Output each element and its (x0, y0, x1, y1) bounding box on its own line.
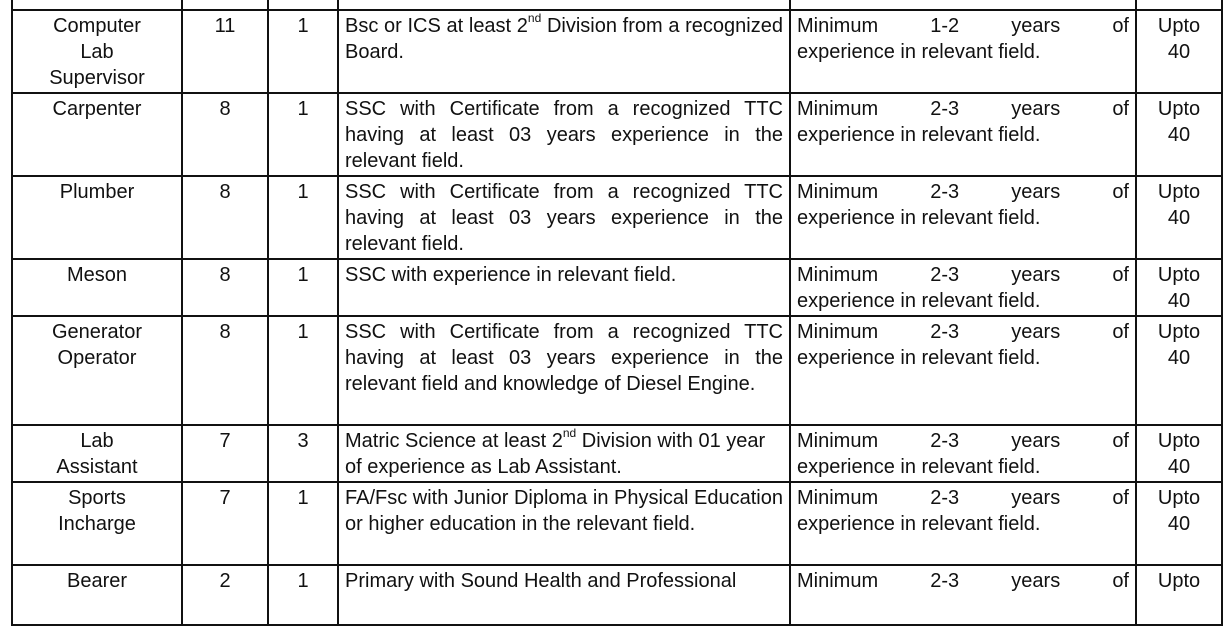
qualification-cell: SSC with experience in relevant field. (338, 259, 790, 316)
qualification-cell (338, 0, 790, 10)
age-cell (1136, 10, 1222, 93)
post-cell: Carpenter (12, 93, 182, 176)
bps-cell: 7 (182, 425, 268, 482)
age-cell (1136, 425, 1222, 482)
age-cell (1136, 259, 1222, 316)
age-cell (1136, 482, 1222, 565)
qualification-cell: SSC with Certificate from a recognized TTC having at least 03 years experience in the relevant field and knowledge of Diesel Engine. (338, 316, 790, 425)
exp-word: 2-3 (930, 264, 960, 286)
exp-word: Minimum (797, 181, 879, 203)
exp-line: experience in relevant field. (797, 513, 1041, 535)
post-cell (12, 425, 182, 482)
qualification-text: Matric Science at least 2 (345, 430, 563, 452)
table-row (12, 482, 1222, 565)
experience-cell (790, 176, 1136, 259)
qualification-cell (338, 425, 790, 482)
post-name: Generator Operator (51, 321, 143, 369)
experience-cell (790, 482, 1136, 565)
exp-word: of (1112, 98, 1129, 120)
seats-cell: 1 (268, 259, 338, 316)
exp-word: Minimum (797, 430, 879, 452)
experience-cell (790, 425, 1136, 482)
post-cell: Bearer (12, 565, 182, 625)
seats-cell: 1 (268, 482, 338, 565)
experience-cell (790, 10, 1136, 93)
seats-cell: 1 (268, 10, 338, 93)
exp-word: years (1011, 98, 1061, 120)
exp-line: experience in relevant field. (797, 41, 1041, 63)
table-row (12, 565, 1222, 625)
exp-word: 2-3 (930, 321, 960, 343)
exp-word: 1-2 (930, 15, 960, 37)
post-cell (12, 0, 182, 10)
exp-word: of (1112, 570, 1129, 592)
experience-cell (790, 316, 1136, 425)
exp-word: 2-3 (930, 181, 960, 203)
exp-line: experience in relevant field. (797, 207, 1041, 229)
post-cell (12, 316, 182, 425)
experience-cell (790, 565, 1136, 625)
bps-cell: 11 (182, 10, 268, 93)
exp-word: Minimum (797, 487, 879, 509)
post-cell: Plumber (12, 176, 182, 259)
qualification-cell: Primary with Sound Health and Professional (338, 565, 790, 625)
exp-line: experience in relevant field. (797, 290, 1041, 312)
age-text: Upto 40 (1157, 264, 1201, 312)
exp-word: Minimum (797, 15, 879, 37)
age-text: Upto 40 (1157, 15, 1201, 63)
exp-word: 2-3 (930, 430, 960, 452)
age-text: Upto 40 (1157, 487, 1201, 535)
exp-word: years (1011, 15, 1061, 37)
exp-word: Minimum (797, 570, 879, 592)
age-cell (1136, 316, 1222, 425)
exp-line: experience in relevant field. (797, 124, 1041, 146)
post-name: Computer Lab Supervisor (49, 15, 145, 89)
exp-word: of (1112, 487, 1129, 509)
seats-cell (268, 0, 338, 10)
bps-cell: 8 (182, 93, 268, 176)
ordinal-suffix: nd (527, 11, 542, 26)
qualification-cell: SSC with Certificate from a recognized TTC having at least 03 years experience in the relevant field. (338, 93, 790, 176)
exp-word: years (1011, 570, 1061, 592)
experience-cell (790, 93, 1136, 176)
seats-cell: 1 (268, 565, 338, 625)
bps-cell: 8 (182, 176, 268, 259)
exp-word: 2-3 (930, 487, 960, 509)
exp-word: 2-3 (930, 570, 960, 592)
bps-cell: 8 (182, 316, 268, 425)
table-row (12, 425, 1222, 482)
post-cell (12, 482, 182, 565)
age-cell (1136, 0, 1222, 10)
seats-cell: 1 (268, 176, 338, 259)
exp-word: Minimum (797, 264, 879, 286)
qualification-text-cont: Division from a recognized Board. (345, 15, 783, 63)
age-cell (1136, 176, 1222, 259)
ordinal-suffix: nd (562, 426, 577, 441)
table-row (12, 259, 1222, 316)
experience-cell (790, 0, 1136, 10)
bps-cell: 8 (182, 259, 268, 316)
qualification-cell: SSC with Certificate from a recognized TTC having at least 03 years experience in the relevant field. (338, 176, 790, 259)
qualification-cell: FA/Fsc with Junior Diploma in Physical Education or higher education in the relevant field. (338, 482, 790, 565)
experience-cell (790, 259, 1136, 316)
age-text: Upto 40 (1157, 430, 1201, 478)
post-cell: Meson (12, 259, 182, 316)
exp-word: Minimum (797, 98, 879, 120)
age-text: Upto 40 (1157, 98, 1201, 146)
exp-word: years (1011, 181, 1061, 203)
table-row (12, 316, 1222, 425)
age-cell: Upto (1136, 565, 1222, 625)
exp-word: of (1112, 430, 1129, 452)
exp-line: experience in relevant field. (797, 456, 1041, 478)
post-name: Lab Assistant (56, 430, 138, 478)
exp-line: experience in relevant field. (797, 347, 1041, 369)
table-row (12, 93, 1222, 176)
bps-cell: 2 (182, 565, 268, 625)
age-text: Upto 40 (1157, 321, 1201, 369)
exp-word: of (1112, 321, 1129, 343)
age-cell (1136, 93, 1222, 176)
seats-cell: 1 (268, 93, 338, 176)
qualification-cell (338, 10, 790, 93)
exp-word: Minimum (797, 321, 879, 343)
qualification-text-cont: Division with 01 year of experience as Lab Assistant. (345, 430, 766, 478)
table-row (12, 10, 1222, 93)
bps-cell: 7 (182, 482, 268, 565)
exp-word: of (1112, 15, 1129, 37)
exp-word: years (1011, 430, 1061, 452)
qualification-text (345, 0, 783, 3)
exp-word: years (1011, 487, 1061, 509)
exp-word: of (1112, 181, 1129, 203)
job-requirements-table (11, 0, 1223, 626)
table-row (12, 176, 1222, 259)
exp-word: 2-3 (930, 98, 960, 120)
bps-cell (182, 0, 268, 10)
exp-word: years (1011, 264, 1061, 286)
post-cell (12, 10, 182, 93)
qualification-text: Bsc or ICS at least 2 (345, 15, 528, 37)
exp-word: of (1112, 264, 1129, 286)
table-row (12, 0, 1222, 10)
seats-cell: 1 (268, 316, 338, 425)
post-name: Sports Incharge (58, 487, 136, 535)
exp-word: years (1011, 321, 1061, 343)
seats-cell: 3 (268, 425, 338, 482)
age-text: Upto 40 (1157, 181, 1201, 229)
